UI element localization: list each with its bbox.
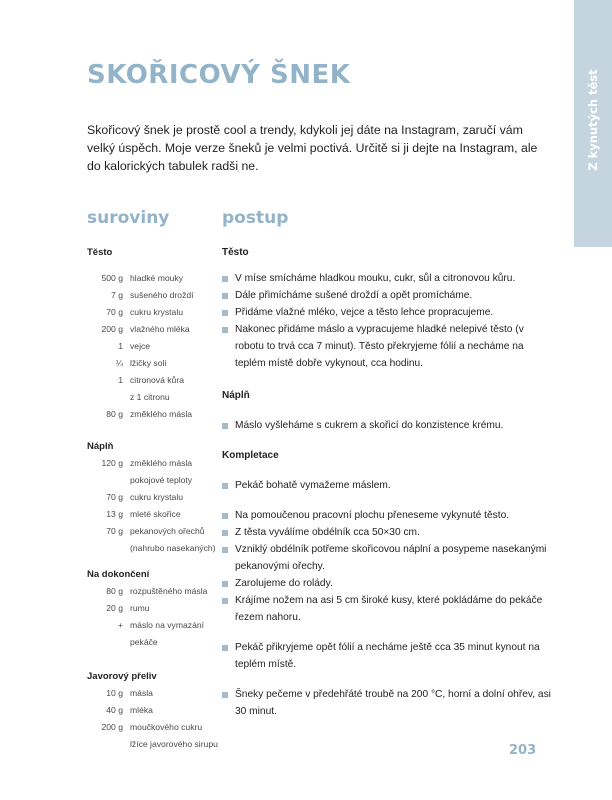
square-bullet-icon (222, 692, 228, 698)
step-text: Z těsta vyválíme obdélník cca 50×30 cm. (235, 527, 420, 538)
step-text: V míse smícháme hladkou mouku, cukr, sůl a citronovou kůru. (235, 273, 516, 284)
ingredient-name: vejce (130, 341, 151, 351)
step-item (222, 477, 552, 494)
ingredient-qty: 120 g (101, 458, 123, 468)
ingredient-qty (87, 389, 130, 406)
step-text: Dále přimícháme sušené droždí a opět promícháme. (235, 290, 473, 301)
ingredient-row (87, 472, 222, 489)
page-number: 203 (509, 743, 537, 758)
ingredient-name: citronová kůra (130, 375, 184, 385)
recipe-intro: Skořicový šnek je prostě cool a trendy, kdykoli jej dáte na Instagram, zaručí vám velký úspěch. Moje verze šneků je velmi poctivá. Určitě si ji dejte na Instagram, ale do kalorických tabulek radši ne. (87, 123, 538, 173)
ingredient-name: mléka (130, 705, 153, 715)
step-text: Zarolujeme do rolády. (235, 578, 333, 589)
ingredient-qty: 500 g (101, 273, 123, 283)
step-text: Nakonec přidáme máslo a vypracujeme hladké nelepivé těsto (v robotu to trvá cca 7 minut). Těsto překryjeme fólií a necháme na teplém místě dobře vykynout, cca hodinu. (235, 324, 524, 369)
ingredient-qty: + (117, 620, 123, 630)
step-item (222, 524, 552, 541)
ingredient-row (87, 287, 222, 304)
square-bullet-icon (222, 310, 228, 316)
ingredient-qty: 40 g (106, 705, 123, 715)
ingredient-row (87, 506, 222, 523)
ingredient-name: z 1 citronu (130, 392, 170, 402)
square-bullet-icon (222, 513, 228, 519)
ingredient-name: lžičky soli (130, 358, 167, 368)
ingredient-qty: ¼ (115, 358, 123, 368)
ingredient-row (87, 523, 222, 540)
ingredient-row (87, 321, 222, 338)
ingredient-row (87, 685, 222, 702)
step-text: Pekáč bohatě vymažeme máslem. (235, 480, 391, 491)
ingredient-qty: 1 (118, 375, 123, 385)
ingredient-row (87, 389, 222, 406)
step-text: Máslo vyšleháme s cukrem a skořicí do konzistence krému. (235, 420, 504, 431)
ingredient-name: změklého másla (130, 409, 193, 419)
ingredient-name: másla (130, 688, 153, 698)
ingredient-name: moučkového cukru (130, 722, 203, 732)
ingredient-name: sušeného droždí (130, 290, 194, 300)
ingredient-name: lžíce javorového sirupu (130, 739, 218, 749)
ingredient-qty (87, 634, 130, 651)
square-bullet-icon (222, 530, 228, 536)
step-group-title: Kompletace (222, 450, 279, 461)
step-item (222, 417, 552, 434)
ingredient-group-title: Na dokončení (87, 569, 150, 580)
ingredients-heading: suroviny (87, 208, 170, 228)
ingredient-name: rozpuštěného másla (130, 586, 208, 596)
ingredient-qty: 200 g (101, 722, 123, 732)
ingredient-name: vlažného mléka (130, 324, 190, 334)
ingredient-row (87, 406, 222, 423)
ingredient-name: mleté skořice (130, 509, 181, 519)
ingredient-qty: 7 g (111, 290, 123, 300)
ingredient-row (87, 489, 222, 506)
step-text: Krájíme nožem na asi 5 cm široké kusy, které pokládáme do pekáče řezem nahoru. (235, 595, 543, 623)
square-bullet-icon (222, 423, 228, 429)
ingredient-qty: 1 (118, 341, 123, 351)
ingredient-name: rumu (130, 603, 150, 613)
ingredient-row (87, 634, 222, 651)
step-item (222, 287, 552, 304)
step-text: Přidáme vlažné mléko, vejce a těsto lehce propracujeme. (235, 307, 494, 318)
ingredient-row (87, 736, 222, 753)
square-bullet-icon (222, 547, 228, 553)
ingredient-qty: 10 g (106, 688, 123, 698)
square-bullet-icon (222, 581, 228, 587)
ingredient-row (87, 304, 222, 321)
ingredient-name: pekáče (130, 637, 158, 647)
ingredient-qty: 200 g (101, 324, 123, 334)
step-text: Pekáč přikryjeme opět fólií a necháme ještě cca 35 minut kynout na teplém místě. (235, 642, 540, 670)
ingredient-qty (87, 472, 130, 489)
ingredient-row (87, 540, 222, 557)
ingredient-row (87, 617, 222, 634)
ingredient-group-title: Těsto (87, 247, 113, 258)
ingredient-name: cukru krystalu (130, 492, 184, 502)
ingredient-qty: 70 g (106, 307, 123, 317)
step-group-title: Těsto (222, 247, 249, 258)
step-text: Na pomoučenou pracovní plochu přeneseme vykynuté těsto. (235, 510, 510, 521)
chapter-tab (574, 0, 612, 247)
step-item (222, 541, 552, 575)
ingredient-row (87, 583, 222, 600)
chapter-tab-label: Z kynutých těst (586, 69, 600, 171)
ingredient-qty: 13 g (106, 509, 123, 519)
square-bullet-icon (222, 483, 228, 489)
ingredient-name: pekanových ořechů (130, 526, 205, 536)
ingredient-row (87, 719, 222, 736)
ingredient-name: (nahrubo nasekaných) (130, 543, 216, 553)
step-item (222, 686, 552, 720)
step-item (222, 507, 552, 524)
ingredient-qty: 80 g (106, 409, 123, 419)
square-bullet-icon (222, 293, 228, 299)
ingredient-qty: 80 g (106, 586, 123, 596)
recipe-title: SKOŘICOVÝ ŠNEK (87, 60, 351, 90)
ingredient-row (87, 600, 222, 617)
step-item (222, 639, 552, 673)
ingredient-name: změklého másla (130, 458, 193, 468)
step-item (222, 592, 552, 626)
square-bullet-icon (222, 276, 228, 282)
ingredient-qty (87, 540, 130, 557)
step-item (222, 575, 552, 592)
square-bullet-icon (222, 598, 228, 604)
ingredient-name: pokojové teploty (130, 475, 193, 485)
square-bullet-icon (222, 645, 228, 651)
ingredient-name: hladké mouky (130, 273, 184, 283)
ingredient-row (87, 338, 222, 355)
step-text: Vzniklý obdélník potřeme skořicovou náplní a posypeme nasekanými pekanovými ořechy. (235, 544, 547, 572)
ingredient-row (87, 702, 222, 719)
step-item (222, 270, 552, 287)
ingredient-qty: 70 g (106, 526, 123, 536)
ingredient-row (87, 455, 222, 472)
method-heading: postup (222, 208, 289, 228)
ingredient-group-title: Náplň (87, 441, 114, 452)
ingredient-qty: 70 g (106, 492, 123, 502)
square-bullet-icon (222, 327, 228, 333)
step-group-title: Náplň (222, 390, 250, 401)
ingredient-row (87, 372, 222, 389)
ingredients-list (87, 244, 222, 753)
ingredient-name: máslo na vymazání (130, 620, 205, 630)
ingredient-row (87, 270, 222, 287)
ingredient-qty (87, 736, 130, 753)
step-item (222, 304, 552, 321)
ingredient-name: cukru krystalu (130, 307, 184, 317)
step-item (222, 321, 552, 372)
ingredient-qty: 20 g (106, 603, 123, 613)
ingredient-row (87, 355, 222, 372)
ingredient-group-title: Javorový přeliv (87, 671, 157, 682)
method-steps (222, 244, 552, 720)
step-text: Šneky pečeme v předehřáté troubě na 200 °C, horní a dolní ohřev, asi 30 minut. (235, 689, 551, 717)
